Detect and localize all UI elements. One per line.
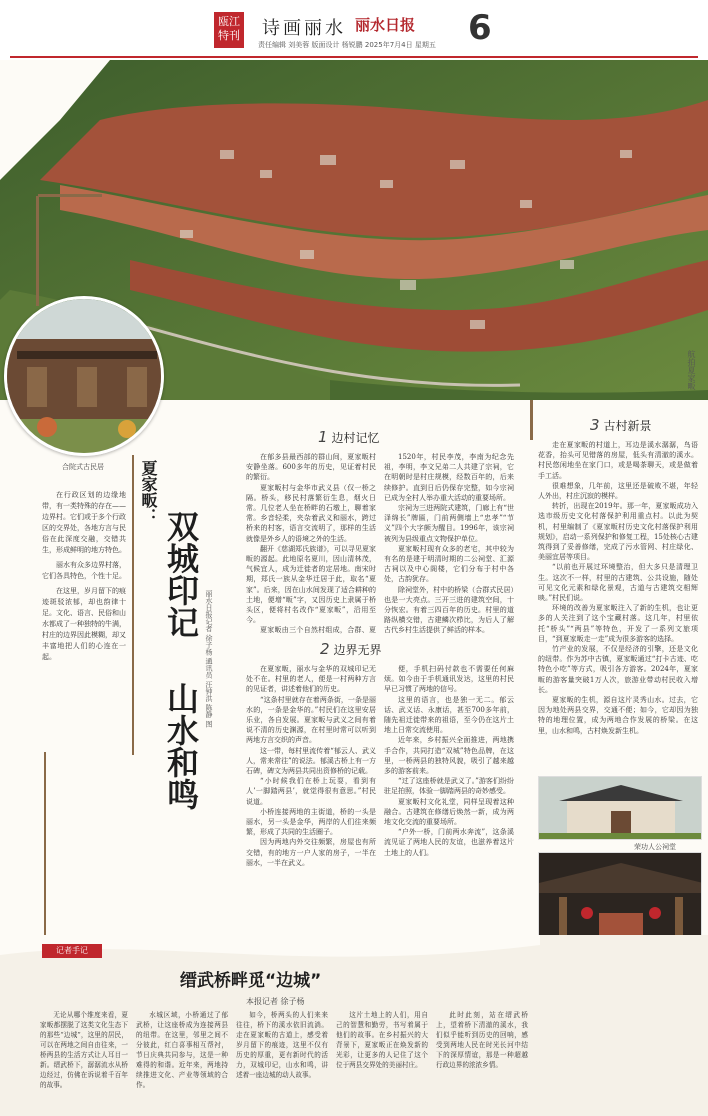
column-paragraph: 夏家畈村现有众多的老宅，其中较为有名的是建于明清时期的二公祠堂、汇源古祠以及中心阁楼，它们分布于村中各处，古韵犹存。 (384, 544, 514, 584)
notes-column-4: 这片土地上的人们，用自己的智慧和勤劳，书写着属于他们的故事。在乡村振兴的大背景下，夏家畈正在焕发新的光彩，让更多的人记住了这个位于两县交界处的美丽村庄。 (336, 1011, 428, 1069)
bottom-left-rule (44, 752, 46, 952)
column-paragraph: 宗祠为三进两院式建筑，门廊上有“世泽绵长”牌匾，门前两侧墙上“忠孝”“节义”四个大字颇为醒目。1996年，该宗祠被列为县级重点文物保护单位。 (384, 504, 514, 543)
column-paragraph: 很难想象，几年前，这里还是破败不堪，年轻人外出，村庄沉寂的模样。 (538, 481, 698, 501)
column-paragraph: 在郁多县最西部的群山间，夏家畈村安静坐落。600多年的历史，见证着村民的繁衍。 (246, 453, 376, 482)
column-paragraph: 这里的语言，也是独一无二。郁云话、武义话、永康话，甚至700多年前，随先祖迁徙带来的祖语，至今仍在这片土地上日常交流使用。 (384, 695, 514, 735)
notes-author: 本报记者 徐子杨 (246, 997, 305, 1006)
column-2-text (384, 452, 514, 634)
circle-photo-caption: 合院式古民居 (62, 463, 104, 471)
decorative-rule-top (38, 194, 102, 197)
section-title: 古村新景 (603, 418, 652, 433)
feature-title-a: 双城印记 (162, 510, 200, 638)
column-paragraph: “户外一桥，门前两水奔流”，这条溪流见证了两地人民的友谊，也滋养着这片土地上的人们。 (384, 828, 514, 857)
intro-paragraph: 在这里，岁月留下的痕迹斑驳浓郁，却也韵律十足。文化、语言、民俗和山水都成了一种独特的牛满，村庄的边界因此模糊，却又丰富地把人们的心连在一起。 (42, 587, 126, 661)
column-paragraph: 转折，出现在2019年。那一年，夏家畈成功入选市级历史文化村落保护利用重点村。以此为契机，村里编制了《夏家畈村历史文化村落保护利用规划》，启动一系列保护和修复工程，15处核心古建筑得到了妥善修缮，完成了污水管网、村庄绿化、美丽宜居等项目。 (538, 502, 698, 562)
column-4-text (384, 664, 514, 910)
column-5-text (538, 440, 698, 770)
column-paragraph: 这一带，每村里流传着“郁云人、武义人，常来常往”的说法。郁溪古桥上有一方石碑，碑文为两县共同出资修桥的记载。 (246, 746, 376, 776)
column-paragraph: 翻开《慈湖郑氏族谱》，可以寻见夏家畈的源起。此地原名夏川，因山清林茂，气候宜人，成为迁徙者的定居地。南宋时期，郑氏一族从金华迁居于此，取名“夏家”。后来，因在山水间发现了适合耕种的土地，便增“畈”字，又因历史上隶属于桥头区，便将村名改作“夏家畈”，沿用至今。 (246, 544, 376, 625)
column-paragraph: “以前也开展过环境整治，但大多只是清理卫生。这次不一样，村里的古建筑、公共设施，随处可见文化元素和绿化景观，古道与古建筑交相辉映。”村民们说。 (538, 563, 698, 603)
column-paragraph: 走在夏家畈的村道上，耳边是溪水潺潺，鸟语花香，抬头可见错落的房屋，低头有清澈的溪水。村民悠闲地坐在家门口，或是喝茶聊天，或是做着手工活。 (538, 441, 698, 480)
aerial-photo-caption: 航拍夏家畈 (687, 350, 696, 390)
column-3-text (246, 664, 376, 910)
column-paragraph: 因为两地内外交往频繁，房屋也有所交错，有的地方一户人家的房子，一半在丽水，一半在武义。 (246, 838, 376, 867)
intro-paragraph: 丽水有众多边界村落，它们各具特色，个性十足。 (42, 561, 126, 580)
column-paragraph: 近年来，乡村振兴全面推进，两地携手合作，共同打造“双城”特色品牌，在这里，一桥两县的独特风貌，吸引了越来越多的游客前来。 (384, 736, 514, 776)
header-rule (10, 56, 698, 58)
section-title: 诗画丽水 (262, 18, 346, 39)
feature-byline: 丽水日报记者 徐子杨 通讯员 汪钟洪 陈静 图 (205, 590, 213, 728)
feature-title-b: 山水和鸣 (162, 682, 200, 810)
notes-column-5: 此时此刻，站在缙武桥上，望着桥下清澈的溪水，我们似乎能听到历史的回响，感受到两地人民在时光长河中结下的深厚情谊，那是一种超越行政边界的浓浓乡情。 (436, 1011, 528, 1069)
ancestral-hall-caption: 荣功人公祠堂 (634, 843, 676, 851)
notes-title: 缙武桥畔觅“边城” (180, 971, 322, 991)
wave-decoration (0, 935, 708, 975)
column-paragraph: 在夏家畈，丽水与金华的双城印记无处不在。村里的老人，便是一村两种方言的见证者，讲述着他们的历史。 (246, 665, 376, 694)
editor-credits: 责任编辑 刘美蓉 版面设计 杨锐鹏 2025年7月4日 星期五 (258, 41, 436, 49)
decorative-rule-left (36, 196, 39, 306)
section-number: 2 (320, 640, 330, 658)
column-paragraph: “过了这座桥就是武义了。”游客们纷纷驻足拍照，体验一脚踏两县的奇妙感受。 (384, 777, 514, 796)
section-2-heading (320, 640, 382, 658)
column-paragraph: 环境的改善为夏家畈注入了新的生机，也让更多的人关注到了这个宝藏村落。这几年，村里依托“桥头”“两县”等特色，开发了一系列文旅项目，“到夏家畈走一走”成为很多游客的选择。 (538, 604, 698, 643)
column-1-text (246, 452, 376, 634)
column-paragraph: “这条村里就存在着两条街，一条是丽水的，一条是金华的。”村民们在这里安居乐业，各自发展。夏家畈与武义之间有着说不清的历史渊源，在村里时常可以听到两地方言交织的声音。 (246, 695, 376, 745)
hall-illustration (539, 777, 702, 840)
section-number: 3 (590, 416, 600, 434)
reporter-notes-tag: 记者手记 (42, 944, 102, 958)
notes-column-3: 如今，桥两头的人们来来往往，桥下的溪水依旧流淌。走在夏家畈的古道上，感受着岁月留下的痕迹，这里不仅有历史的厚重，更有新时代的活力，双城印记，山水和鸣，讲述着一座边城的动人故事。 (236, 1011, 328, 1079)
intro-text (42, 490, 126, 712)
column-paragraph: 除祠堂外，村中的桥梁（合群式民居）也是一大亮点。三开三进的建筑空间，十分恢宏。有着三四百年的历史。村里的道路纵横交错，古建鳞次栉比，为后人了解古代乡村生活提供了鲜活的样本。 (384, 585, 514, 634)
courtyard-house-illustration (7, 299, 164, 456)
column-paragraph: 夏家畈由三个自然村组成，合群、夏 (260, 626, 376, 634)
section-title: 边界无界 (333, 642, 382, 657)
column-paragraph: 夏家畈村与金华市武义县（仅一桥之隔。桥头，移民村落繁衍生息，烟火日常。几位老人坐在桥畔的石墩上，聊着家常。乡音轻柔，夹杂着武义和丽水，跨过桥来的村客，语言交流明了，那样的生活就像是外乡人的语境之外的生活。 (246, 483, 376, 543)
column-paragraph: 便，手机扫码付款也不需要任何麻烦。如今由于手机通讯发达，这里的村民早已习惯了两地的信号。 (384, 665, 514, 694)
section-3-rule (530, 400, 533, 440)
title-side-rule (132, 455, 134, 755)
column-paragraph: 夏家畈的生机，源自这片灵秀山水。过去，它因为地处两县交界，交通不便；如今，它却因为独特的地理位置，成为两地合作发展的桥梁。在这里，山水和鸣，古村焕发新生机。 (538, 696, 698, 735)
section-number: 1 (318, 428, 328, 446)
special-edition-badge: 瓯江特刊 (214, 12, 244, 48)
section-3-heading (590, 416, 652, 434)
column-paragraph: “小时候我们在桥上玩耍，看到有人’一脚踏两县’，就觉得很有意思。”村民说道。 (246, 777, 376, 806)
column-paragraph: 小桥连接两地的主街道，桥的一头是丽水，另一头是金华，两岸的人们往来频繁，形成了共同的生活圈子。 (246, 807, 376, 837)
notes-column-1: 无论从哪个维度来看，夏家畈都摆脱了这类文化生态下的那些“边城”，这里的居民，可以在两地之间自由往来，一桥两县的生活方式让人耳目一新。缙武桥下，潺潺流水从桥边经过，仿佛在诉说着千百年的故事。 (40, 1011, 128, 1089)
notes-column-2: 水城区域，小桥通过了郁武桥，让这座桥成为连接两县的纽带。在这里，邻里之间不分彼此，红白喜事相互帮衬，节日庆典共同参与，这是一种难得的和谐。近年来，两地持续推进文化、产业等领域的合作。 (136, 1011, 228, 1089)
feature-kicker: 夏家畈： (139, 460, 158, 524)
column-paragraph: 1520年，村民李茂，李南为纪念先祖，李明，李文兄弟二人共建了宗祠，它在明朝时是村庄规模，经数百年的，后来续修护。直到日后仍保存完整，如今宗祠已成为全村人举办重大活动的重要场所。 (384, 453, 514, 502)
newspaper-logo: 丽水日报 (355, 16, 416, 34)
ancestral-hall-photo (538, 776, 702, 840)
page-number: 6 (468, 8, 492, 48)
page-header (0, 0, 708, 60)
section-title: 边村记忆 (331, 430, 380, 445)
column-paragraph: 竹产业的发展，不仅是经济的引擎，还是文化的纽带。作为苏中古镇，夏家畈通过“打卡古迹、吃特色小吃”等方式，吸引各方游客。2024年，夏家畈的游客量突破1万人次，旅游业带动村民收入增长。 (538, 645, 698, 694)
column-paragraph: 夏家畈村文化礼堂，同样呈现着这种融合。古建筑在修缮后焕然一新，成为两地文化交流的重要场所。 (384, 797, 514, 827)
intro-paragraph: 在行政区划的边缘地带，有一类特殊的存在——边界村。它们或于多个行政区的交界处，各地方言与民俗在此深度交融，交错共生，形成鲜明的地方特色。 (42, 491, 126, 554)
section-1-heading (318, 428, 380, 446)
circle-house-photo (4, 296, 164, 456)
